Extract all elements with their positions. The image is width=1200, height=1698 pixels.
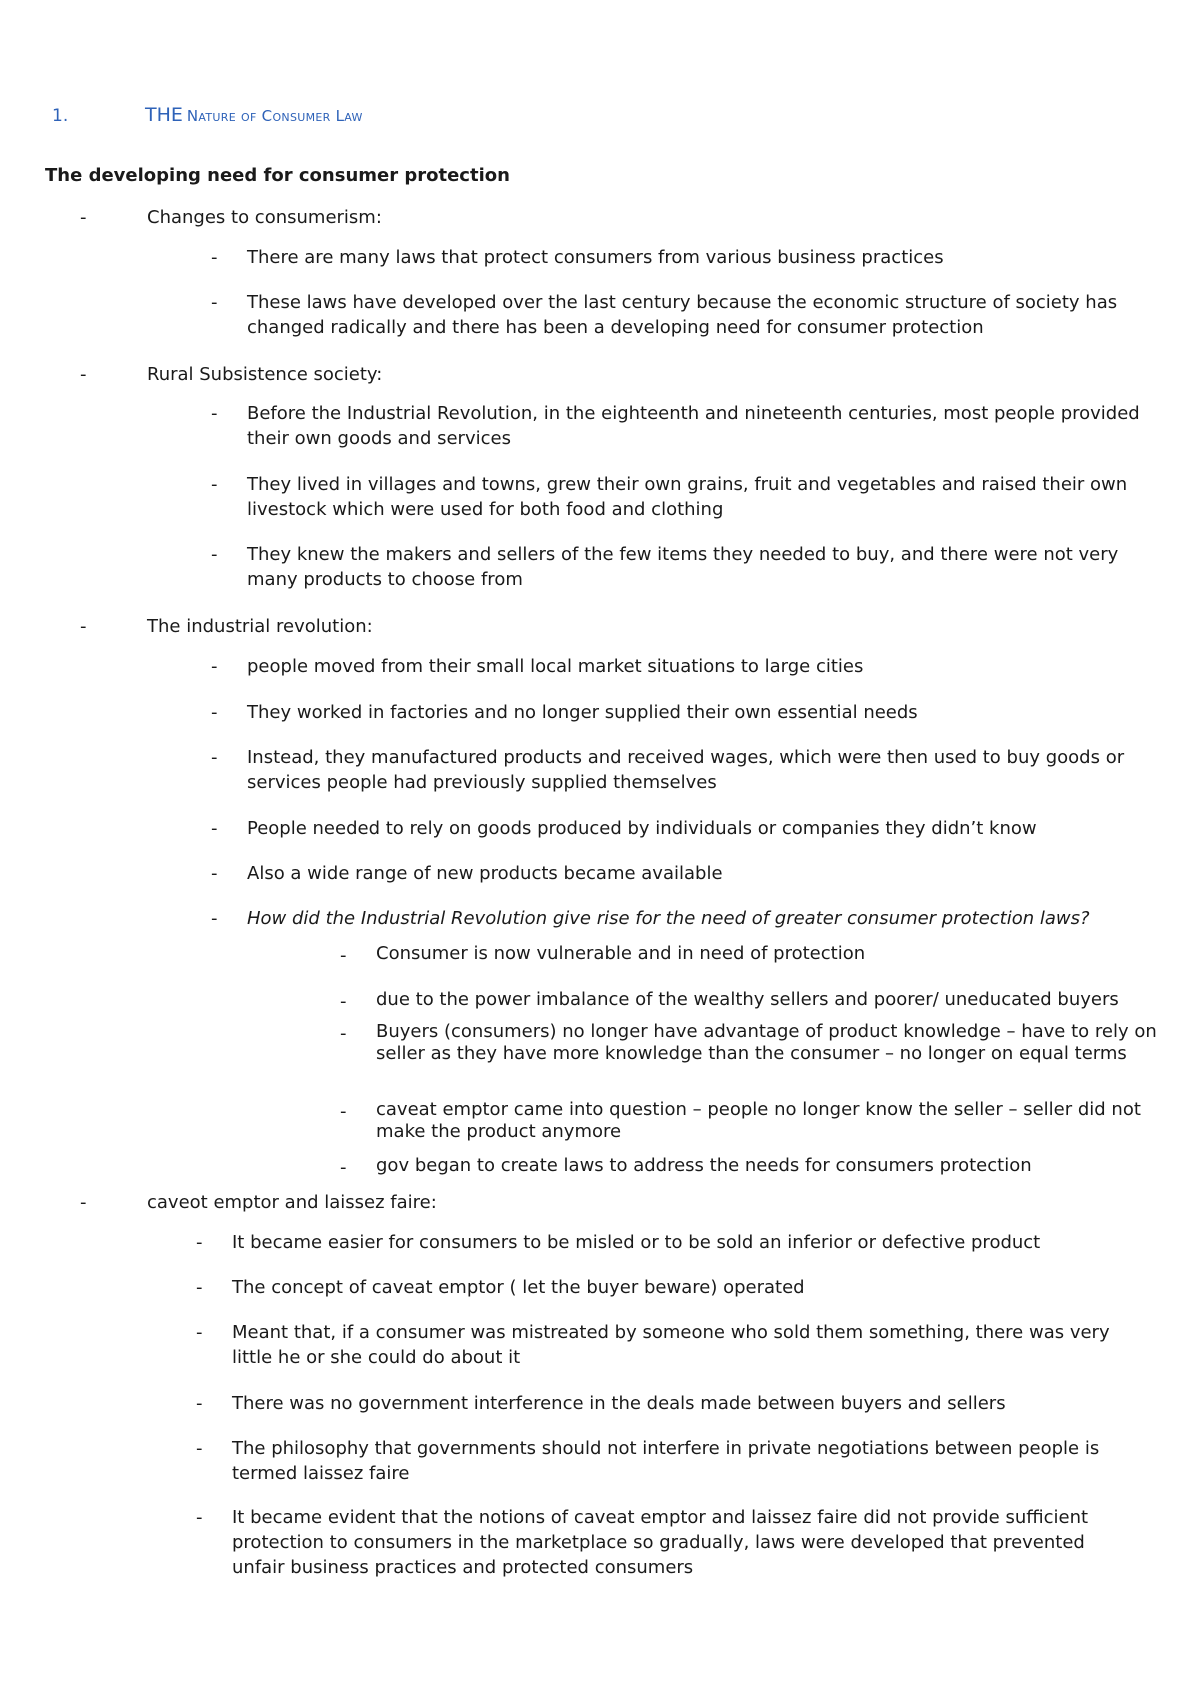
bullet-dash: - <box>340 991 347 1012</box>
bullet-dash: - <box>340 1101 347 1122</box>
section-title: Nature of Consumer Law <box>186 107 363 125</box>
bullet-dash: - <box>196 1322 203 1343</box>
bullet-dash: - <box>211 474 218 495</box>
bullet-dash: - <box>196 1438 203 1459</box>
bullet-dash: - <box>211 656 218 677</box>
list-item-text: There was no government interference in the deals made between buyers and sellers <box>232 1393 1006 1414</box>
list-item-text: It became easier for consumers to be misled or to be sold an inferior or defective product <box>232 1232 1041 1253</box>
list-item-text: There are many laws that protect consumers from various business practices <box>247 247 944 268</box>
list-item-text: They worked in factories and no longer supplied their own essential needs <box>247 702 918 723</box>
list-item-text: Rural Subsistence society: <box>147 364 383 385</box>
list-item-text: due to the power imbalance of the wealthy sellers and poorer/ uneducated buyers <box>376 989 1119 1010</box>
bullet-dash: - <box>211 818 218 839</box>
bullet-dash: - <box>340 1157 347 1178</box>
list-item-text: The philosophy that governments should not interfere in private negotiations between people is termed laissez faire <box>232 1438 1100 1484</box>
bullet-dash: - <box>80 616 87 637</box>
list-item-text: These laws have developed over the last century because the economic structure of society has changed radically and there has been a developing need for consumer protection <box>247 292 1118 338</box>
bullet-dash: - <box>196 1277 203 1298</box>
list-item-text: caveat emptor came into question – people no longer know the seller – seller did not make the product anymore <box>376 1099 1141 1142</box>
list-item-text: Buyers (consumers) no longer have advantage of product knowledge – have to rely on seller as they have more knowledge than the consumer – no longer on equal terms <box>376 1021 1157 1064</box>
list-item-text: caveot emptor and laissez faire: <box>147 1192 437 1213</box>
bullet-dash: - <box>211 702 218 723</box>
bullet-dash: - <box>211 908 218 929</box>
list-item-text: Instead, they manufactured products and received wages, which were then used to buy goods or services people had previously supplied themselves <box>247 747 1125 793</box>
list-item-text: Also a wide range of new products became available <box>247 863 723 884</box>
list-item-text: Changes to consumerism: <box>147 207 382 228</box>
bullet-dash: - <box>340 1023 347 1044</box>
list-item-text: Before the Industrial Revolution, in the eighteenth and nineteenth centuries, most people provided their own goods and services <box>247 403 1140 449</box>
list-item-text: people moved from their small local market situations to large cities <box>247 656 864 677</box>
list-item-text: How did the Industrial Revolution give rise for the need of greater consumer protection laws? <box>247 908 1090 929</box>
subheading: The developing need for consumer protection <box>45 165 510 186</box>
bullet-dash: - <box>80 1192 87 1213</box>
bullet-dash: - <box>196 1393 203 1414</box>
bullet-dash: - <box>80 207 87 228</box>
list-item-text: The industrial revolution: <box>147 616 373 637</box>
bullet-dash: - <box>211 403 218 424</box>
bullet-dash: - <box>340 945 347 966</box>
list-item-text: They lived in villages and towns, grew their own grains, fruit and vegetables and raised their own livestock which were used for both food and clothing <box>247 474 1128 520</box>
bullet-dash: - <box>80 364 87 385</box>
list-item-text: gov began to create laws to address the needs for consumers protection <box>376 1155 1032 1176</box>
section-heading <box>52 104 363 126</box>
list-item-text: They knew the makers and sellers of the few items they needed to buy, and there were not very many products to choose from <box>247 544 1119 590</box>
bullet-dash: - <box>196 1507 203 1528</box>
list-item-text: People needed to rely on goods produced by individuals or companies they didn’t know <box>247 818 1037 839</box>
section-title-lead: THE <box>145 104 183 126</box>
bullet-dash: - <box>211 292 218 313</box>
bullet-dash: - <box>196 1232 203 1253</box>
list-item-text: Meant that, if a consumer was mistreated by someone who sold them something, there was very little he or she could do about it <box>232 1322 1110 1368</box>
bullet-dash: - <box>211 863 218 884</box>
list-item-text: It became evident that the notions of caveat emptor and laissez faire did not provide sufficient protection to consumers in the marketplace so gradually, laws were developed that prevented unfair business practices and protected consumers <box>232 1507 1089 1578</box>
bullet-dash: - <box>211 544 218 565</box>
list-item-text: Consumer is now vulnerable and in need of protection <box>376 943 866 964</box>
section-number: 1. <box>52 106 69 126</box>
list-item-text: The concept of caveat emptor ( let the buyer beware) operated <box>232 1277 805 1298</box>
bullet-dash: - <box>211 247 218 268</box>
bullet-dash: - <box>211 747 218 768</box>
